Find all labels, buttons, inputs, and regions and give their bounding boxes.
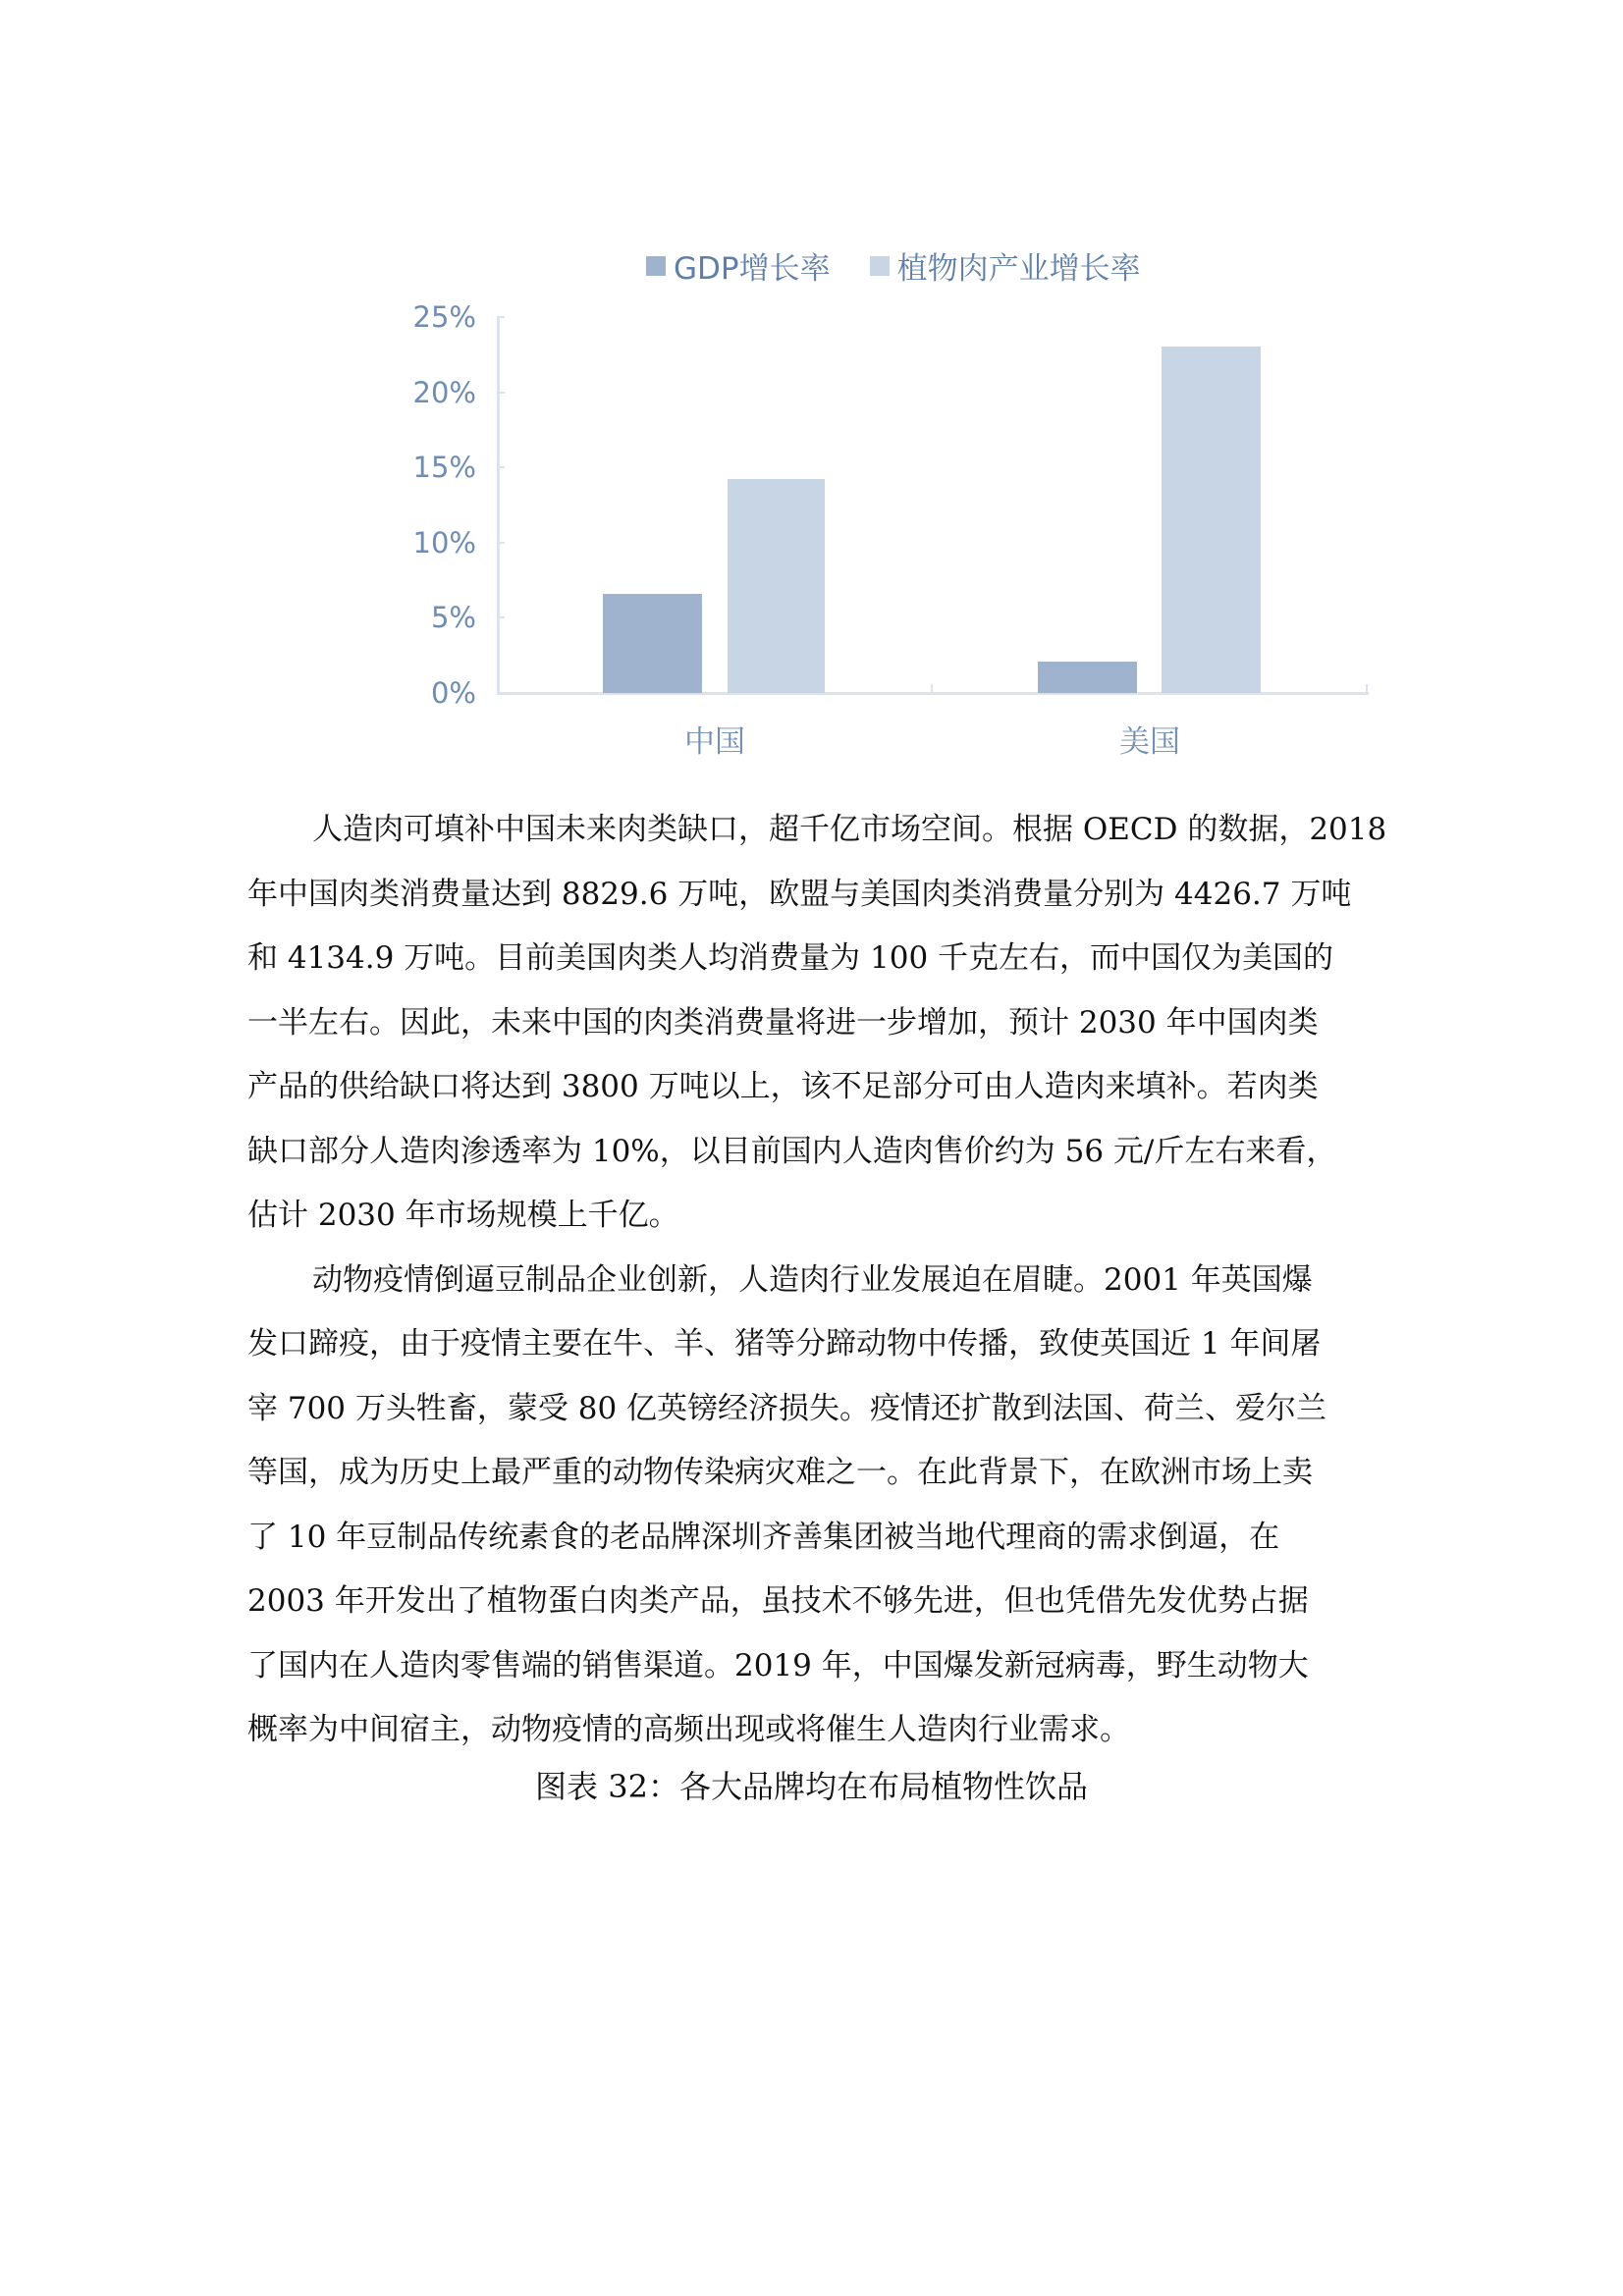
paragraph-1-line: 估计 2030 年市场规模上千亿。 [247, 1198, 679, 1233]
y-tick-label: 5% [430, 601, 476, 634]
legend-label-plant-meat: 植物肉产业增长率 [896, 251, 1141, 287]
y-tick-mark [497, 542, 505, 544]
legend-swatch-plant-meat [870, 256, 890, 276]
paragraph-2-line: 概率为中间宿主，动物疫情的高频出现或将催生人造肉行业需求。 [247, 1712, 1130, 1747]
paragraph-2-line: 动物疫情倒逼豆制品企业创新，人造肉行业发展迫在眉睫。2001 年英国爆 [312, 1262, 1313, 1298]
x-tick-mark [1366, 684, 1368, 694]
bar-usa-gdp [1038, 662, 1137, 693]
y-tick-mark [497, 316, 505, 318]
paragraph-2-line: 等国，成为历史上最严重的动物传染病灾难之一。在此背景下，在欧洲市场上卖 [247, 1455, 1313, 1490]
paragraph-2-line: 了 10 年豆制品传统素食的老品牌深圳齐善集团被当地代理商的需求倒逼，在 [247, 1520, 1280, 1555]
paragraph-1-line: 人造肉可填补中国未来肉类缺口，超千亿市场空间。根据 OECD 的数据，2018 [312, 812, 1387, 847]
x-category-label-usa: 美国 [1119, 724, 1180, 760]
paragraph-1-line: 缺口部分人造肉渗透率为 10%，以目前国内人造肉售价约为 56 元/斤左右来看， [247, 1134, 1337, 1169]
paragraph-1-line: 一半左右。因此，未来中国的肉类消费量将进一步增加，预计 2030 年中国肉类 [247, 1005, 1319, 1041]
y-tick-mark [497, 466, 505, 468]
y-tick-label: 20% [412, 376, 476, 409]
y-tick-label: 10% [412, 526, 476, 560]
y-tick-label: 0% [430, 676, 476, 710]
legend-label-gdp: GDP增长率 [674, 251, 831, 287]
paragraph-2-line: 了国内在人造肉零售端的销售渠道。2019 年，中国爆发新冠病毒，野生动物大 [247, 1648, 1309, 1683]
bar-china-plant-meat [728, 479, 825, 693]
paragraph-1-line: 和 4134.9 万吨。目前美国肉类人均消费量为 100 千克左右，而中国仅为美国的 [247, 940, 1334, 976]
y-axis-line [497, 316, 500, 694]
bar-china-gdp [603, 594, 702, 693]
x-category-label-china: 中国 [684, 724, 745, 760]
legend-item-gdp [646, 243, 831, 288]
legend-item-plant-meat [870, 243, 1141, 288]
paragraph-2-line: 宰 700 万头牲畜，蒙受 80 亿英镑经济损失。疫情还扩散到法国、荷兰、爱尔兰 [247, 1391, 1327, 1426]
y-tick-label: 25% [412, 300, 476, 334]
y-tick-label: 15% [412, 451, 476, 484]
paragraph-1-line: 产品的供给缺口将达到 3800 万吨以上，该不足部分可由人造肉来填补。若肉类 [247, 1069, 1319, 1104]
chart-legend [646, 243, 1141, 288]
paragraph-1-line: 年中国肉类消费量达到 8829.6 万吨，欧盟与美国肉类消费量分别为 4426.7 万吨 [247, 877, 1352, 912]
bar-usa-plant-meat [1162, 347, 1261, 693]
paragraph-2-line: 发口蹄疫，由于疫情主要在牛、羊、猪等分蹄动物中传播，致使英国近 1 年间屠 [247, 1326, 1322, 1362]
legend-swatch-gdp [646, 256, 666, 276]
y-tick-mark [497, 392, 505, 394]
paragraph-2-line: 2003 年开发出了植物蛋白肉类产品，虽技术不够先进，但也凭借先发优势占据 [247, 1583, 1309, 1619]
x-tick-mark [931, 684, 933, 694]
figure-caption: 图表 32：各大品牌均在布局植物性饮品 [535, 1768, 1088, 1805]
y-tick-mark [497, 616, 505, 618]
bar-chart [0, 0, 1623, 785]
